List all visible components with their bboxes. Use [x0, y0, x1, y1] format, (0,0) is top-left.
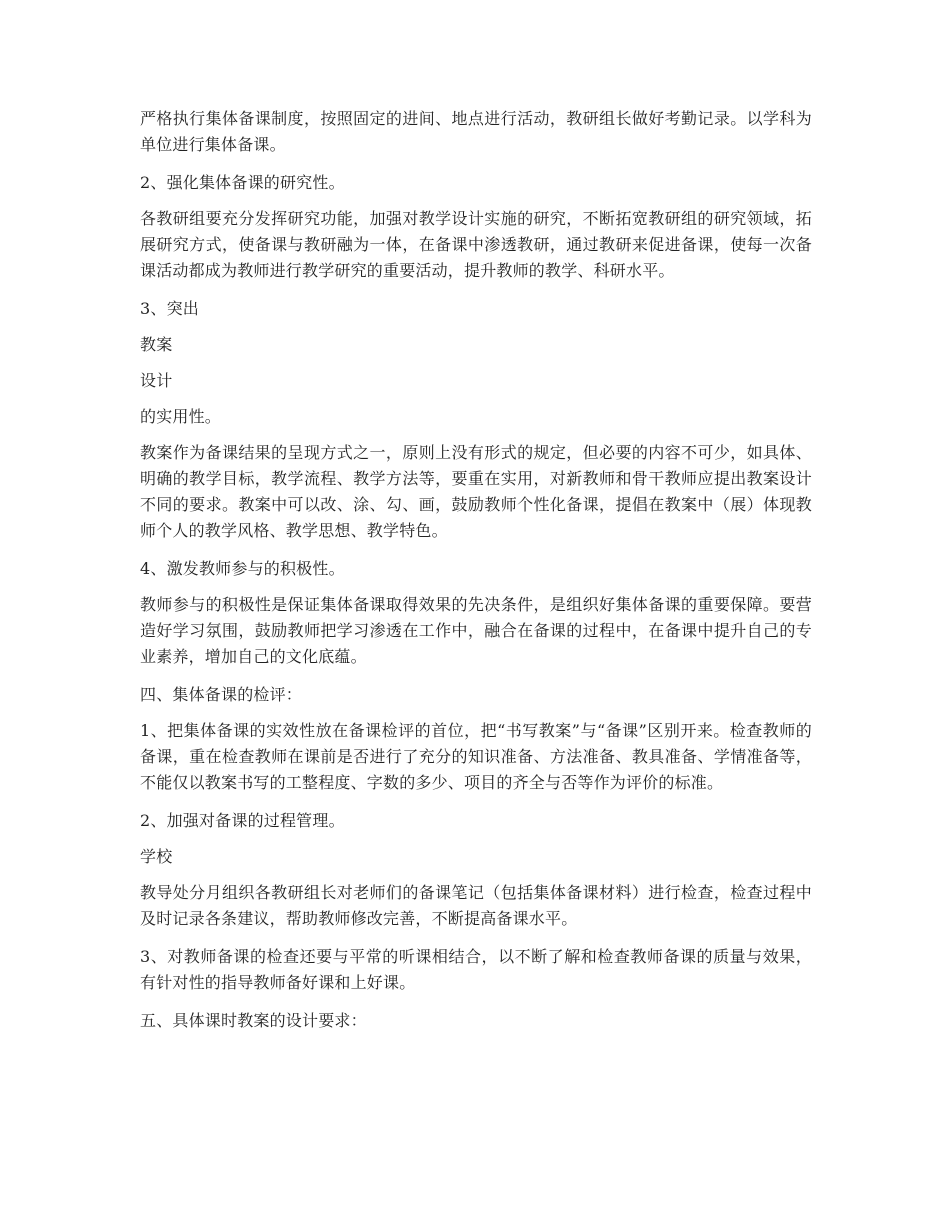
section-heading-design-requirements: 五、具体课时教案的设计要求： — [140, 1011, 367, 1030]
section-heading-process-management: 2、加强对备课的过程管理。 — [140, 811, 345, 830]
section-heading-evaluation: 四、集体备课的检评： — [140, 685, 303, 704]
section-heading-research: 2、强化集体备课的研究性。 — [140, 173, 345, 192]
section-heading-motivation: 4、激发教师参与的积极性。 — [140, 559, 345, 578]
section-heading-highlight: 3、突出 — [140, 299, 199, 318]
paragraph-research-function: 各教研组要充分发挥研究功能，加强对教学设计实施的研究，不断拓宽教研组的研究领域，拓展研究方式，使备课与教研融为一体，在备课中渗透教研，通过教研来促进备课，使每一次备课活动都成为教师进行教学研究的重要活动，提升教师的教学、科研水平。 — [140, 209, 812, 280]
paragraph-fragment-school: 学校 — [140, 847, 173, 866]
paragraph-fragment-lesson-plan: 教案 — [140, 335, 173, 354]
document-body — [140, 106, 812, 1044]
paragraph-lesson-plan-requirements: 教案作为备课结果的呈现方式之一，原则上没有形式的规定，但必要的内容不可少，如具体、明确的教学目标，教学流程、教学方法等，要重在实用，对新教师和骨干教师应提出教案设计不同的要求。教案中可以改、涂、勾、画，鼓励教师个性化备课，提倡在教案中（展）体现教师个人的教学风格、教学思想、教学特色。 — [140, 443, 812, 540]
paragraph-teacher-participation: 教师参与的积极性是保证集体备课取得效果的先决条件，是组织好集体备课的重要保障。要营造好学习氛围，鼓励教师把学习渗透在工作中，融合在备课的过程中，在备课中提升自己的专业素养，增加自己的文化底蕴。 — [140, 595, 812, 666]
paragraph-evaluation-effectiveness: 1、把集体备课的实效性放在备课检评的首位，把“书写教案”与“备课”区别开来。检查教师的备课，重在检查教师在课前是否进行了充分的知识准备、方法准备、教具准备、学情准备等，不能仅以教案书写的工整程度、字数的多少、项目的齐全与否等作为评价的标准。 — [140, 721, 812, 792]
paragraph-monthly-inspection: 教导处分月组织各教研组长对老师们的备课笔记（包括集体备课材料）进行检查，检查过程中及时记录各条建议，帮助教师修改完善，不断提高备课水平。 — [140, 883, 812, 928]
paragraph-collective-prep-rules: 严格执行集体备课制度，按照固定的进间、地点进行活动，教研组长做好考勤记录。以学科为单位进行集体备课。 — [140, 109, 812, 154]
paragraph-inspection-and-observation: 3、对教师备课的检查还要与平常的听课相结合，以不断了解和检查教师备课的质量与效果，有针对性的指导教师备好课和上好课。 — [140, 947, 812, 992]
paragraph-fragment-design: 设计 — [140, 371, 173, 390]
paragraph-fragment-practicality: 的实用性。 — [140, 407, 222, 426]
